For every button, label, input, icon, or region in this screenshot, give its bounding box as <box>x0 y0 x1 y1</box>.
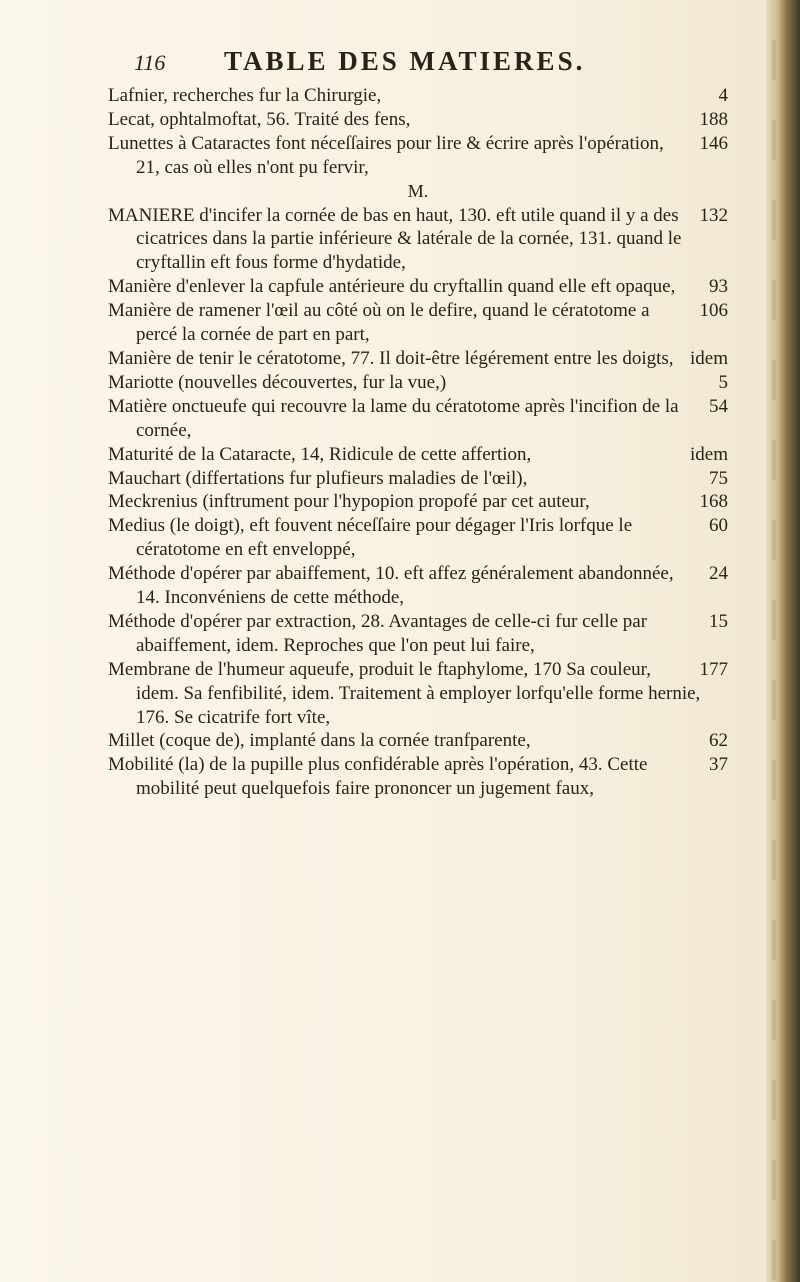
entry-text: Matière onctueufe qui recouvre la lame du cératotome après l'incifion de la cornée, <box>108 395 679 441</box>
index-entry <box>108 562 728 610</box>
entry-text: Meckrenius (inftrument pour l'hypopion propofé par cet auteur, <box>108 491 590 513</box>
page-header <box>112 44 717 80</box>
index-entry <box>108 132 728 180</box>
entry-text: Lafnier, recherches fur la Chirurgie, <box>108 85 382 106</box>
entry-text: Medius (le doigt), eft fouvent néceſſaire pour dégager l'Iris lorfque le cératotome en eft enveloppé, <box>108 515 633 561</box>
entry-text: Méthode d'opérer par extraction, 28. Avantages de celle-ci fur celle par abaiffement, idem. Reproches que l'on peut lui faire, <box>108 610 648 656</box>
index-entry <box>108 514 728 562</box>
entry-text: Mariotte (nouvelles découvertes, fur la vue,) <box>108 371 447 393</box>
page-reference: 60 <box>709 515 728 537</box>
entry-text: Maturité de la Cataracte, 14, Ridicule de cette affertion, <box>108 443 532 465</box>
index-entry <box>108 84 728 108</box>
entry-text: MANIERE d'incifer la cornée de bas en haut, 130. eft utile quand il y a des cicatrices dans la partie inférieure & latérale de la cornée, 131. quand le cryftallin eft fous forme d'hydatide, <box>108 204 682 274</box>
index-entry <box>108 395 728 443</box>
page-number: 116 <box>134 50 166 75</box>
index-entry <box>108 753 728 801</box>
index-entry <box>108 443 728 467</box>
index-entry <box>108 729 728 753</box>
index-entry <box>108 490 728 514</box>
entry-text: M. <box>407 180 429 201</box>
page-reference: 188 <box>699 108 728 130</box>
page-reference: idem <box>690 347 728 369</box>
entry-text: Mobilité (la) de la pupille plus confidérable après l'opération, 43. Cette mobilité peut quelquefois faire prononcer un jugement faux, <box>108 754 648 800</box>
index-entry <box>108 467 728 491</box>
page-reference: 37 <box>709 754 728 776</box>
entry-text: Manière de tenir le cératotome, 77. Il doit-être légérement entre les doigts, <box>108 347 674 369</box>
index-entry <box>108 108 728 132</box>
page-reference: 146 <box>699 132 728 154</box>
entry-text: Manière de ramener l'œil au côté où on le defire, quand le cératotome a percé la cornée de part en part, <box>108 300 650 346</box>
page-reference: 93 <box>709 276 728 298</box>
index-entry <box>108 299 728 347</box>
entry-text: Manière d'enlever la capfule antérieure du cryftallin quand elle eft opaque, <box>108 276 676 298</box>
index-entry <box>108 371 728 395</box>
entry-text: Membrane de l'humeur aqueufe, produit le ftaphylome, 170 Sa couleur, idem. Sa fenfibilité, idem. Traitement à employer lorfqu'elle forme hernie, 176. Se cicatrife fort vîte, <box>108 658 701 728</box>
book-edge <box>766 0 800 1282</box>
page-reference: 177 <box>699 658 728 680</box>
page-reference: 132 <box>699 204 728 226</box>
page-reference: 75 <box>709 467 728 489</box>
page-reference: 54 <box>709 395 728 417</box>
page-reference: 62 <box>709 730 728 752</box>
entry-text: Lunettes à Cataractes font néceſſaires pour lire & écrire après l'opération, 21, cas où elles n'ont pu fervir, <box>108 132 664 178</box>
index-entry <box>108 347 728 371</box>
page-reference: idem <box>690 443 728 465</box>
running-title: TABLE DES MATIERES. <box>224 46 586 76</box>
entry-text: Lecat, ophtalmoftat, 56. Traité des fens, <box>108 108 411 130</box>
index-entry <box>108 275 728 299</box>
index-entry <box>108 204 728 276</box>
page-reference: 106 <box>699 300 728 322</box>
index-entry <box>108 658 728 730</box>
page-reference: 5 <box>718 371 728 393</box>
index-entries <box>108 84 728 801</box>
page-reference: 24 <box>709 563 728 585</box>
entry-text: Méthode d'opérer par abaiffement, 10. eft affez généralement abandonnée, 14. Inconvéniens de cette méthode, <box>108 563 674 609</box>
page-reference: 4 <box>718 85 728 106</box>
page-reference: 15 <box>709 610 728 632</box>
section-letter <box>108 180 728 204</box>
entry-text: Mauchart (differtations fur plufieurs maladies de l'œil), <box>108 467 528 489</box>
page-reference: 168 <box>699 491 728 513</box>
entry-text: Millet (coque de), implanté dans la cornée tranfparente, <box>108 730 531 752</box>
index-entry <box>108 610 728 658</box>
